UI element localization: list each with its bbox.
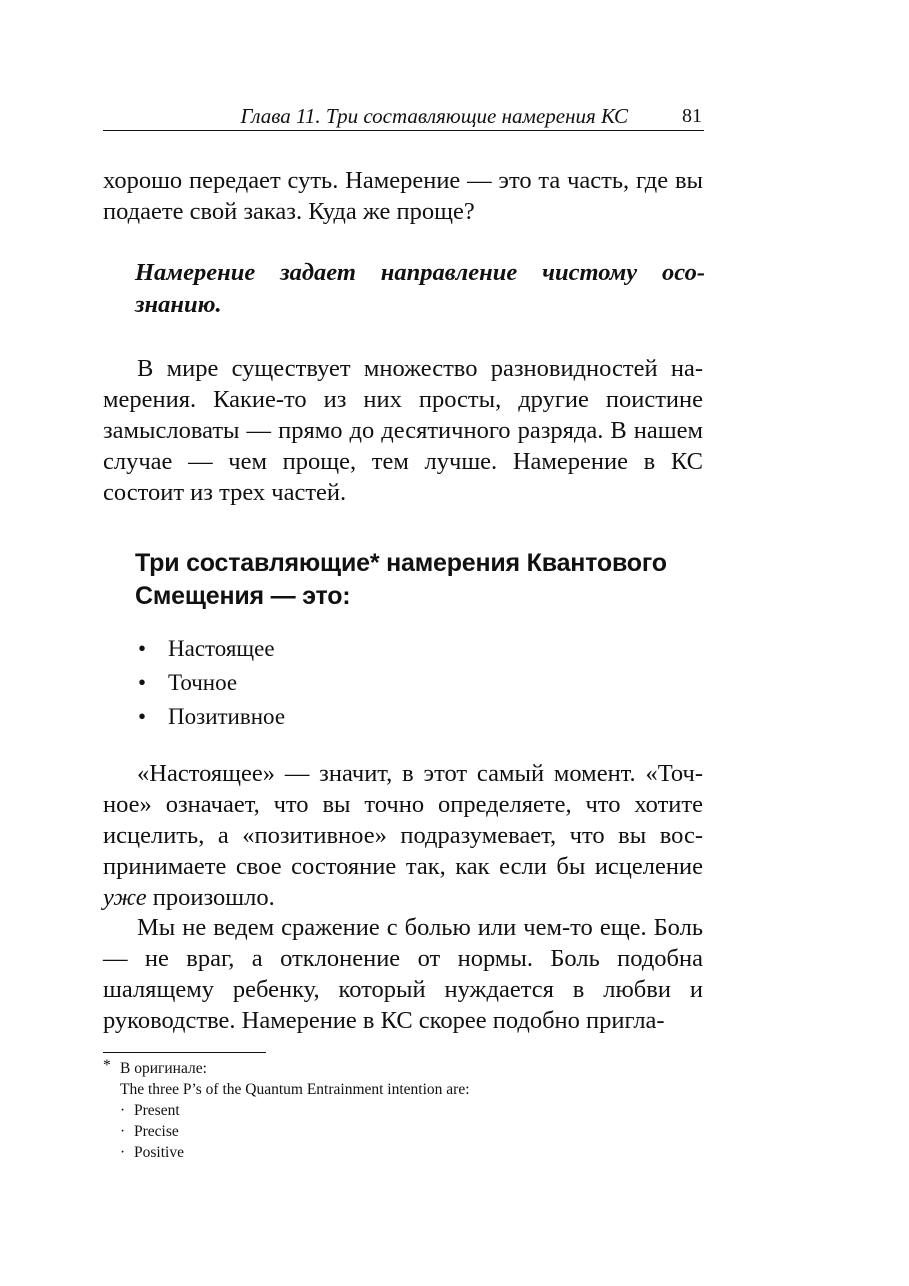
section-heading (135, 547, 715, 613)
bullet-list (135, 632, 285, 734)
footnote-label: В оригинале: (120, 1060, 207, 1077)
heading-text-rest: намерения Квантового Смещения — это: (135, 549, 667, 610)
bullet-icon: • (138, 704, 147, 729)
list-item (135, 666, 285, 700)
footnote-bullet-icon: · (120, 1123, 126, 1140)
list-item-label: Точное (168, 670, 238, 695)
paragraph-text: хорошо передает суть. Намерение — это та часть, где вы подаете свой заказ. Куда же проще? (103, 167, 703, 225)
footnote-item (103, 1142, 703, 1163)
page-number: 81 (682, 105, 702, 127)
running-title: Глава 11. Три составляющие намерения КС (240, 104, 628, 128)
footnote-reference: * (369, 549, 380, 577)
paragraph-text (103, 758, 703, 913)
list-item-label: Позитивное (168, 704, 286, 729)
footnote-bullet-icon: · (120, 1102, 126, 1119)
list-item (135, 632, 285, 666)
paragraph-intention-types (103, 353, 703, 508)
paragraph-text-start: «Настоящее» — значит, в этот самый момент. «Точное» означает, что вы точно определяете, что хотите исцелить, а «позитивное» подразумевает, что вы воспринимаете свое состояние так, как если бы исцеление (103, 760, 703, 880)
footnote-item-label: Precise (134, 1123, 179, 1140)
running-header (103, 104, 704, 131)
paragraph-explanation (103, 758, 703, 913)
footnote-mark: * (103, 1057, 111, 1074)
footnote-item-label: Present (134, 1102, 180, 1119)
footnote-item (103, 1100, 703, 1121)
footnote-item-label: Positive (134, 1144, 184, 1161)
list-item (135, 700, 285, 734)
footnote-item (103, 1121, 703, 1142)
footnote (103, 1058, 703, 1163)
list-item-label: Настоящее (168, 636, 275, 661)
emphasis-callout: Намерение задает направление чистому осознанию. (135, 259, 705, 318)
paragraph-continuation (103, 165, 703, 227)
paragraph-text-end: произошло. (146, 884, 275, 911)
paragraph-pain (103, 912, 703, 1036)
heading-text: Три составляющие (135, 549, 370, 577)
bullet-icon: • (138, 670, 147, 695)
paragraph-text: Мы не ведем сражение с болью или чем-то еще. Боль — не враг, а отклонение от нормы. Боль подобна шалящему ребенку, который нуждается в любви и руководстве. Намерение в КС скорее подобно пригла- (103, 914, 703, 1034)
footnote-label-line (103, 1058, 703, 1079)
paragraph-text: В мире существует множество разновидностей намерения. Какие-то из них просты, другие поистине замысловаты — прямо до десятичного разряда. В нашем случае — чем проще, тем лучше. Намерение в КС состоит из трех частей. (103, 355, 703, 506)
footnote-bullet-icon: · (120, 1144, 126, 1161)
footnote-separator (103, 1052, 266, 1053)
bullet-icon: • (138, 636, 147, 661)
footnote-original-line: The three P’s of the Quantum Entrainment intention are: (120, 1081, 470, 1098)
italic-emphasis: уже (103, 884, 147, 911)
